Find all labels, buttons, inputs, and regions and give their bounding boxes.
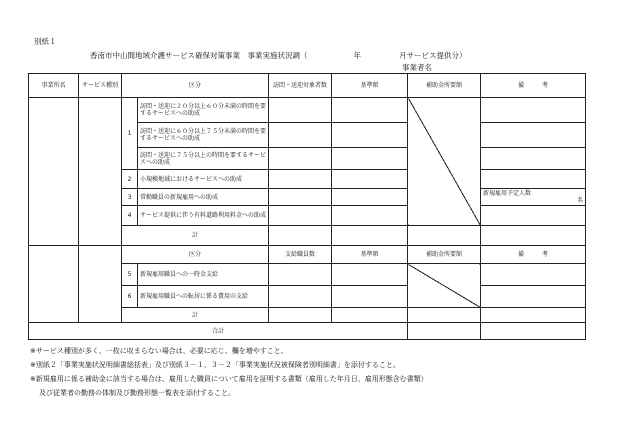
note-item: ※新規雇用に係る補助金に該当する場合は、雇用した職員について雇用を証明する書類（雇用した年月日、雇用形態含む書類） bbox=[30, 375, 428, 383]
header2-remarks: 備 考 bbox=[481, 246, 586, 264]
header-base-amount: 基準額 bbox=[332, 74, 408, 98]
subtotal2-subsidy[interactable] bbox=[408, 308, 481, 323]
staff-count-cell[interactable] bbox=[269, 286, 332, 308]
document-label: 別紙１ bbox=[34, 37, 57, 46]
remarks-cell[interactable] bbox=[481, 170, 586, 189]
title-month: 月サービス提供分） bbox=[399, 51, 467, 60]
office-name-cell[interactable] bbox=[29, 98, 79, 246]
visit-count-cell[interactable] bbox=[269, 148, 332, 170]
row-label: サービス提供に伴う有料道路利用料金への助成 bbox=[138, 206, 269, 226]
staff-count-cell[interactable] bbox=[269, 264, 332, 286]
subtotal2-staff-count bbox=[269, 308, 332, 323]
subtotal2-label: 計 bbox=[122, 308, 269, 323]
document-title bbox=[90, 50, 467, 61]
header2-staff-count: 支給職員数 bbox=[269, 246, 332, 264]
header-remarks: 備 考 bbox=[481, 74, 586, 98]
subtotal-subsidy[interactable] bbox=[408, 226, 481, 246]
header-service-type: サービス種別 bbox=[79, 74, 122, 98]
row-label: 新規雇用職員への転居に係る費用の支給 bbox=[138, 286, 269, 308]
row-number: 5 bbox=[122, 264, 138, 286]
row-label: 訪問・送迎に２０分以上６０分未満の時間を要するサービスへの助成 bbox=[138, 98, 269, 123]
row-label: 訪問・送迎に６０分以上７５分未満の時間を要するサービスへの助成 bbox=[138, 123, 269, 148]
visit-count-cell[interactable] bbox=[269, 123, 332, 148]
operator-name-label: 事業者名 bbox=[402, 63, 432, 72]
note-item: ※別紙２「事業実施状況明細書総括表」及び別紙３－１、３－２「事業実施状況被保険者別明細書」を添付すること。 bbox=[30, 361, 400, 369]
header2-subsidy: 補助金所要額 bbox=[408, 246, 481, 264]
row-label: 新規雇用職員への一時金支給 bbox=[138, 264, 269, 286]
remarks-cell[interactable] bbox=[481, 98, 586, 123]
remarks-cell[interactable] bbox=[481, 286, 586, 308]
service-type-cell[interactable] bbox=[79, 98, 122, 246]
remark-planned-hires-unit: 名 bbox=[577, 197, 584, 204]
base-amount-cell[interactable] bbox=[332, 286, 408, 308]
grand-total-label: 合計 bbox=[29, 323, 408, 340]
subtotal-visit-count bbox=[269, 226, 332, 246]
row-number: 4 bbox=[122, 206, 138, 226]
remark-planned-hires: 新規雇用予定人数 bbox=[483, 190, 532, 197]
header-subsidy: 補助金所要額 bbox=[408, 74, 481, 98]
visit-count-cell[interactable] bbox=[269, 189, 332, 206]
base-amount-cell[interactable] bbox=[332, 170, 408, 189]
subtotal2-remarks bbox=[481, 308, 586, 323]
subsidy-diagonal-cell bbox=[408, 98, 481, 226]
row-label: 小規模地域におけるサービスへの助成 bbox=[138, 170, 269, 189]
note-item: ※サービス種別が多く、一枚に収まらない場合は、必要に応じ、欄を増やすこと。 bbox=[30, 347, 288, 355]
subtotal-remarks bbox=[481, 226, 586, 246]
row-label: 訪問・送迎に７５分以上の時間を要するサービスへの助成 bbox=[138, 148, 269, 170]
header-visit-count: 訪問・送迎対象者数 bbox=[269, 74, 332, 98]
base-amount-cell[interactable] bbox=[332, 189, 408, 206]
remarks-cell[interactable] bbox=[481, 264, 586, 286]
header2-base-amount: 基準額 bbox=[332, 246, 408, 264]
title-year: 年 bbox=[353, 51, 361, 60]
remarks-cell[interactable] bbox=[481, 148, 586, 170]
grand-total-remarks bbox=[481, 323, 586, 340]
base-amount-cell[interactable] bbox=[332, 148, 408, 170]
header-office: 事業所名 bbox=[29, 74, 79, 98]
base-amount-cell[interactable] bbox=[332, 264, 408, 286]
row-number: 1 bbox=[122, 98, 138, 170]
note-item: 及び従業者の勤務の体制及び勤務形態一覧表を添付すること。 bbox=[39, 389, 235, 397]
service-type-cell-2[interactable] bbox=[79, 246, 122, 323]
visit-count-cell[interactable] bbox=[269, 206, 332, 226]
header2-category: 区分 bbox=[122, 246, 269, 264]
title-main: 香南市中山間地域介護サービス確保対策事業 事業実施状況調（ bbox=[90, 51, 308, 60]
subtotal-base-amount bbox=[332, 226, 408, 246]
subtotal-label: 計 bbox=[122, 226, 269, 246]
base-amount-cell[interactable] bbox=[332, 123, 408, 148]
subsidy-diagonal-cell-2 bbox=[408, 264, 481, 308]
status-table bbox=[28, 73, 586, 340]
notes bbox=[30, 344, 428, 400]
row-number: 6 bbox=[122, 286, 138, 308]
subtotal2-base-amount bbox=[332, 308, 408, 323]
visit-count-cell[interactable] bbox=[269, 98, 332, 123]
row-number: 3 bbox=[122, 189, 138, 206]
header-category: 区分 bbox=[122, 74, 269, 98]
remarks-cell[interactable] bbox=[481, 206, 586, 226]
grand-total-subsidy[interactable] bbox=[408, 323, 481, 340]
row-number: 2 bbox=[122, 170, 138, 189]
remarks-cell[interactable] bbox=[481, 123, 586, 148]
visit-count-cell[interactable] bbox=[269, 170, 332, 189]
office-name-cell-2[interactable] bbox=[29, 246, 79, 323]
remarks-cell[interactable] bbox=[481, 189, 586, 206]
base-amount-cell[interactable] bbox=[332, 206, 408, 226]
base-amount-cell[interactable] bbox=[332, 98, 408, 123]
row-label: 常勤職員の新規雇用への助成 bbox=[138, 189, 269, 206]
